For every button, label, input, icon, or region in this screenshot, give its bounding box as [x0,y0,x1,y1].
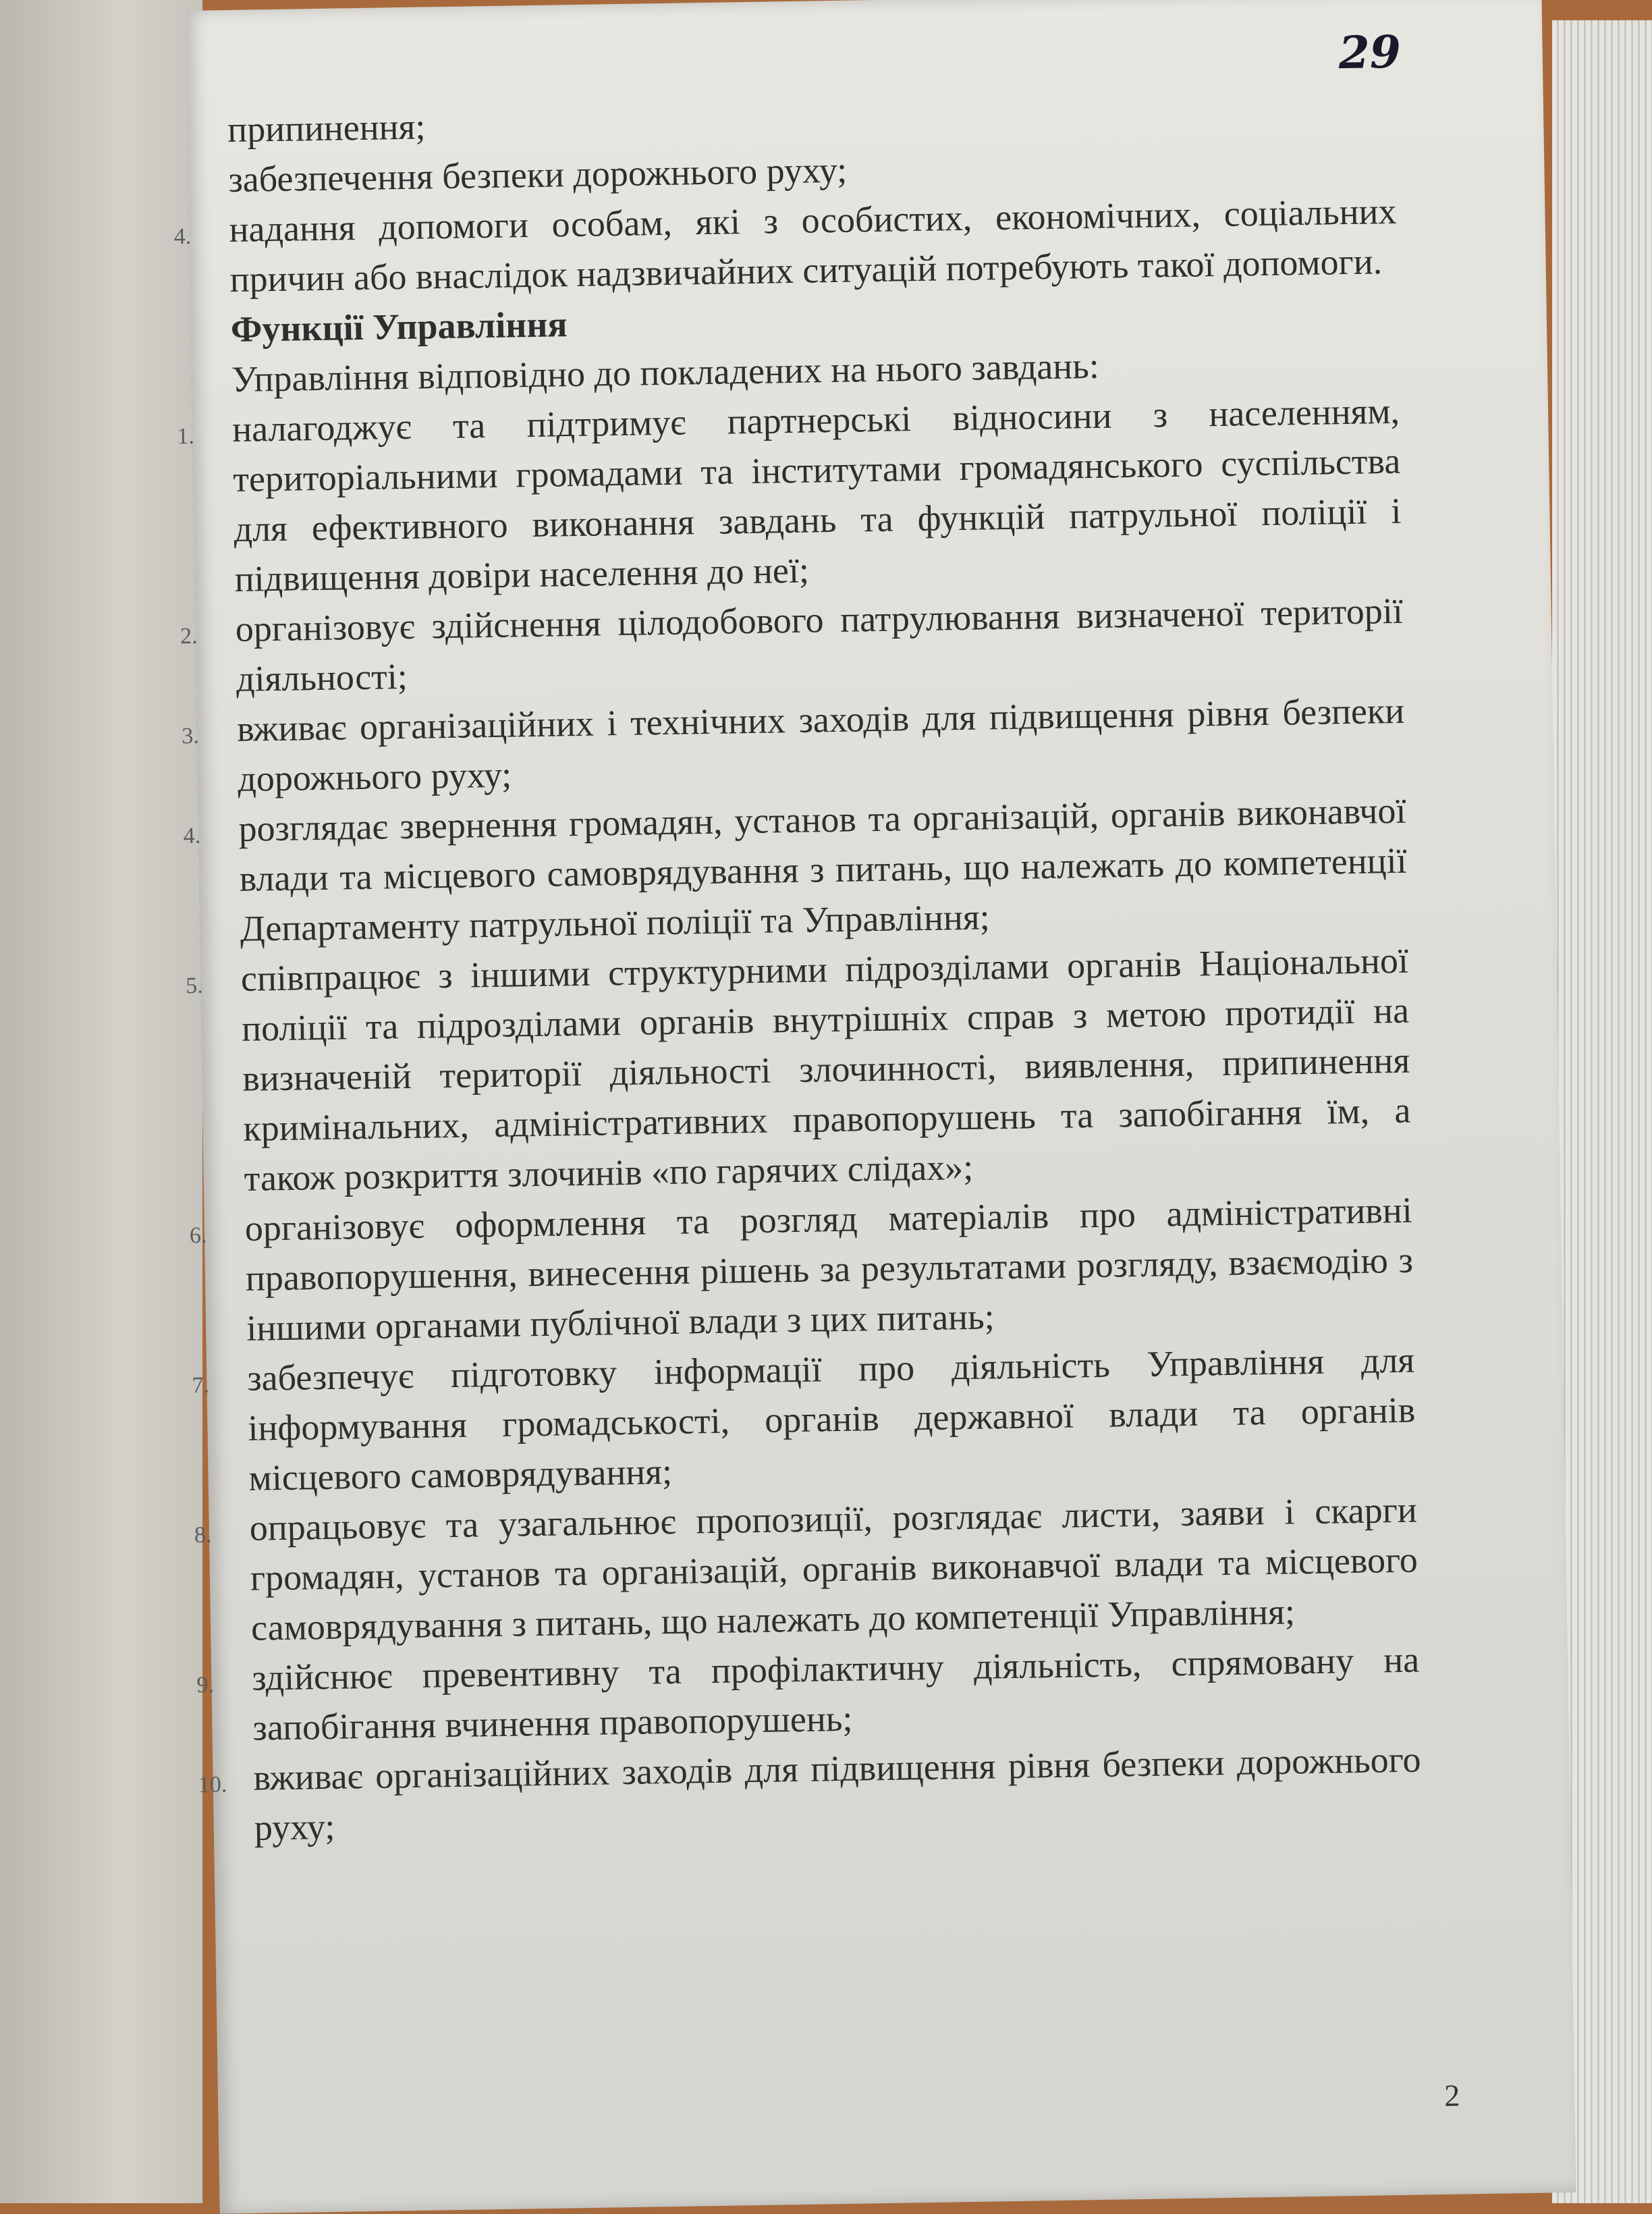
item-number: 4. [183,823,201,849]
item-text: надання допомоги особам, які з особистих, економічних, соціальних причин або внаслідок надзвичайних ситуацій потребують такої допомоги. [229,190,1397,300]
item-number: 7. [192,1372,210,1399]
item-number: 6. [189,1222,207,1249]
item-text: опрацьовує та узагальнює пропозиції, розглядає листи, заяви і скарги громадян, установ та організацій, органів виконавчої влади та місцевого самоврядування з питань, що належать до компетенції Управління; [249,1489,1419,1648]
item-text: організовує оформлення та розгляд матеріалів про адміністративні правопорушення, винесення рішень за результатами розгляду, взаємодію з іншими органами публічної влади з цих питань; [244,1189,1414,1349]
item-number: 3. [182,723,200,749]
text-line: припинення; [227,106,426,151]
list-item [177,386,1402,604]
item-text: вживає організаційних заходів для підвищення рівня безпеки дорожнього руху; [253,1739,1421,1848]
item-number: 1. [177,423,195,450]
text-line: забезпечення безпеки дорожнього руху; [227,149,848,200]
intro-line: Управління відповідно до покладених на нього завдань: [231,345,1100,400]
list-item [182,686,1406,804]
handwritten-page-number: 29 [1338,25,1402,80]
item-text: співпрацює з іншими структурними підрозділами органів Національної поліції та підрозділами органів внутрішніх справ з метою протидії на визначеній території діяльності злочинності, виявлення, припинення кримінальних, адміністративних правопорушень та запобігання їм, а також розкриття злочинів «по гарячих слідах»; [240,940,1411,1199]
item-text: вживає організаційних і технічних заходів для підвищення рівня безпеки дорожнього руху; [236,690,1405,799]
item-text: організовує здійснення цілодобового патрулювання визначеної території діяльності; [235,590,1404,699]
list-item [192,1335,1416,1503]
list-item [180,586,1404,704]
item-text: налагоджує та підтримує партнерські відносини з населенням, територіальними громадами та інститутами громадянського суспільства для ефективного виконання завдань та функцій патрульної поліції і підвищення довіри населення до неї; [231,390,1402,599]
item-number: 9. [196,1672,215,1698]
list-item [194,1485,1419,1653]
item-number: 5. [185,973,203,999]
item-text: забезпечує підготовку інформації про діяльність Управління для інформування громадськості, органів державної влади та органів місцевого самоврядування; [246,1339,1416,1498]
list-item [185,936,1412,1204]
page-content [173,86,1422,1853]
list-item [196,1635,1421,1753]
list-item [183,786,1408,954]
item-number: 2. [180,623,198,649]
list-item [198,1735,1422,1853]
item-text: здійснює превентивну та профілактичну діяльність, спрямовану на запобігання вчинення правопорушень; [251,1639,1420,1748]
left-facing-page [0,0,202,2203]
item-number: 8. [194,1522,212,1548]
text-line [173,186,1398,304]
section-heading: Функції Управління [230,304,568,350]
list-item [189,1185,1414,1353]
item-number: 10. [198,1772,227,1798]
item-text: розглядає звернення громадян, установ та організацій, органів виконавчої влади та місцевого самоврядування з питань, що належать до компетенції Департаменту патрульної поліції та Управління; [238,790,1407,949]
footer-page-number: 2 [1443,2078,1460,2113]
item-number: 4. [173,223,192,250]
document-page [173,0,1576,2214]
